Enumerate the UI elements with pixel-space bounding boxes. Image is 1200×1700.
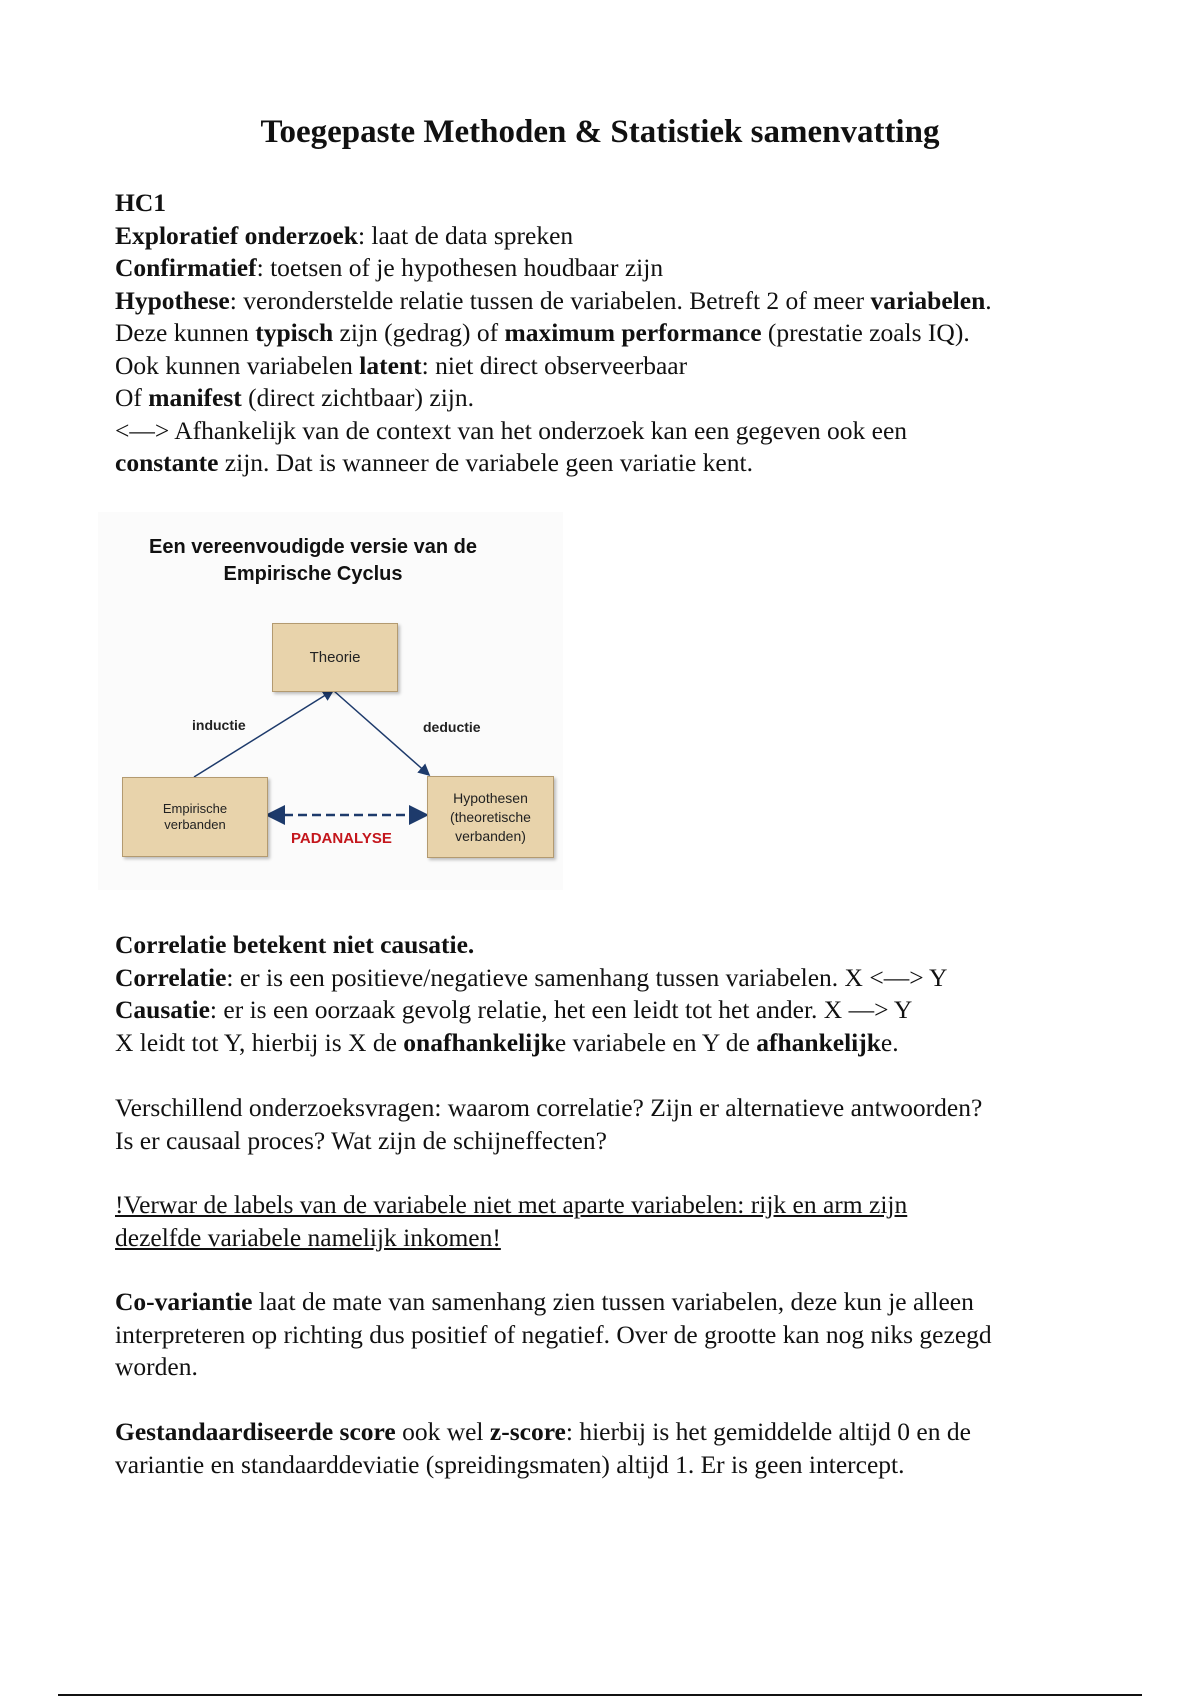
text-line: Gestandaardiseerde score ook wel z-score: hierbij is het gemiddelde altijd 0 en de <box>115 1417 971 1446</box>
definition-causatie: Causatie: er is een oorzaak gevolg relatie, het een leidt tot het ander. X —> Y <box>115 995 913 1024</box>
section-covariantie <box>115 1286 1115 1384</box>
warning-line: dezelfde variabele namelijk inkomen! <box>115 1222 501 1252</box>
text-line: Co-variantie laat de mate van samenhang zien tussen variabelen, deze kun je alleen <box>115 1287 974 1316</box>
section-heading: Correlatie betekent niet causatie. <box>115 930 475 959</box>
definition-correlatie: Correlatie: er is een positieve/negatieve samenhang tussen variabelen. X <—> Y <box>115 962 948 992</box>
diagram-title: Een vereenvoudigde versie van de Empirische Cyclus <box>149 536 477 585</box>
page-bottom-rule <box>58 1694 1142 1696</box>
text-line: constante zijn. Dat is wanneer de variabele geen variatie kent. <box>115 448 753 477</box>
text-line: <—> Afhankelijk van de context van het onderzoek kan een gegeven ook een <box>115 415 908 445</box>
box-hypothesen: Hypothesen (theoretische verbanden) <box>427 776 554 858</box>
text-line: Verschillend onderzoeksvragen: waarom correlatie? Zijn er alternatieve antwoorden? <box>115 1093 983 1122</box>
text-line: X leidt tot Y, hierbij is X de onafhankelijke variabele en Y de afhankelijke. <box>115 1027 899 1057</box>
empirical-cycle-diagram <box>98 512 563 890</box>
section-hc1 <box>115 187 1115 480</box>
page-title: Toegepaste Methoden & Statistiek samenvatting <box>260 114 940 150</box>
label-deductie: deductie <box>423 719 481 735</box>
text-line: Of manifest (direct zichtbaar) zijn. <box>115 383 474 412</box>
box-empirische-verbanden: Empirische verbanden <box>122 777 268 857</box>
text-line: variantie en standaarddeviatie (spreidingsmaten) altijd 1. Er is geen intercept. <box>115 1449 905 1479</box>
deduction-arrow <box>334 691 428 774</box>
section-correlatie <box>115 929 1115 1059</box>
definition-exploratief: Exploratief onderzoek: laat de data spreken <box>115 220 574 250</box>
text-line: Deze kunnen typisch zijn (gedrag) of maximum performance (prestatie zoals IQ). <box>115 318 970 347</box>
text-line: interpreteren op richting dus positief of negatief. Over de grootte kan nog niks gezegd <box>115 1319 992 1349</box>
section-warning <box>115 1189 1115 1254</box>
box-theorie: Theorie <box>272 623 398 692</box>
section-zscore <box>115 1416 1115 1481</box>
text-line: worden. <box>115 1352 198 1381</box>
section-heading: HC1 <box>115 188 166 217</box>
label-inductie: inductie <box>192 717 246 733</box>
definition-hypothese: Hypothese: veronderstelde relatie tussen de variabelen. Betreft 2 of meer variabelen. <box>115 285 992 315</box>
text-line: Is er causaal proces? Wat zijn de schijneffecten? <box>115 1125 607 1155</box>
text-line: Ook kunnen variabelen latent: niet direct observeerbaar <box>115 350 688 380</box>
definition-confirmatief: Confirmatief: toetsen of je hypothesen houdbaar zijn <box>115 253 664 282</box>
section-onderzoeksvragen <box>115 1092 1115 1157</box>
induction-arrow <box>194 691 332 777</box>
warning-line: !Verwar de labels van de variabele niet met aparte variabelen: rijk en arm zijn <box>115 1190 908 1219</box>
label-padanalyse: PADANALYSE <box>291 830 392 847</box>
